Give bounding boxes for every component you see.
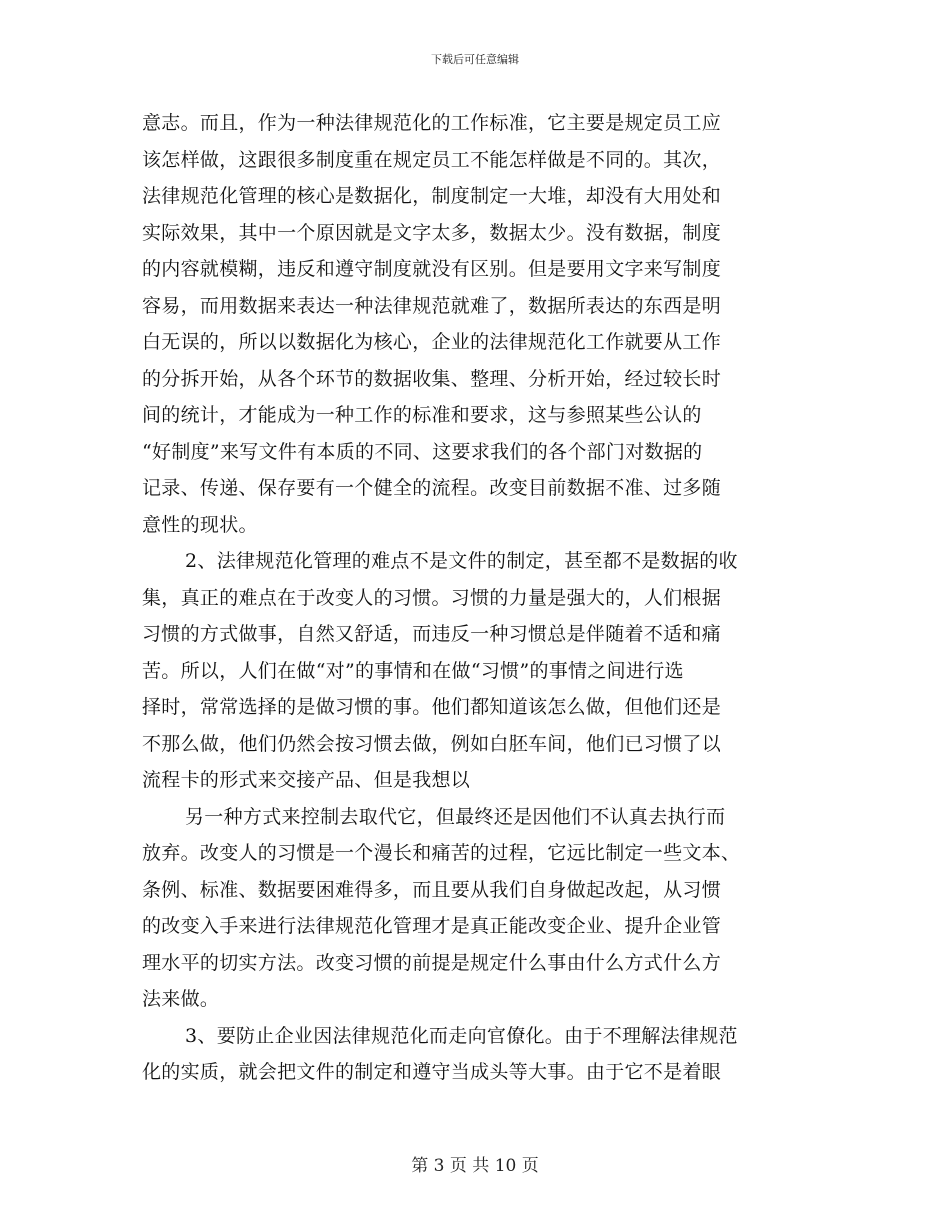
page-footer: 第 3 页 共 10 页 xyxy=(411,1156,539,1176)
text-line: 的分拆开始，从各个环节的数据收集、整理、分析开始，经过较长时 xyxy=(142,367,722,390)
page-header: 下载后可任意编辑 xyxy=(431,53,519,66)
text-line: 流程卡的形式来交接产品、但是我想以 xyxy=(142,769,471,791)
text-line: 的改变入手来进行法律规范化管理才是真正能改变企业、提升企业管 xyxy=(142,915,722,937)
text-line: 放弃。改变人的习惯是一个漫长和痛苦的过程，它远比制定一些文本、 xyxy=(142,842,741,864)
text-line: 条例、标准、数据要困难得多，而且要从我们自身做起改起，从习惯 xyxy=(142,878,722,901)
text-line: 间的统计，才能成为一种工作的标准和要求，这与参照某些公认的 xyxy=(142,404,702,426)
text-line: 苦。所以，人们在做“对”的事情和在做“习惯”的事情之间进行选 xyxy=(142,659,684,682)
paragraph-start-line: 3、要防止企业因法律规范化而走向官僚化。由于不理解法律规范 xyxy=(185,1024,738,1047)
text-line: 的内容就模糊，违反和遵守制度就没有区别。但是要用文字来写制度 xyxy=(142,258,722,280)
text-line: 不那么做，他们仍然会按习惯去做，例如白胚车间，他们已习惯了以 xyxy=(142,732,722,755)
text-line: 记录、传递、保存要有一个健全的流程。改变目前数据不准、过多随 xyxy=(142,477,722,499)
text-line: 法来做。 xyxy=(142,988,220,1010)
document-body xyxy=(142,105,802,1091)
text-line: 白无误的，所以以数据化为核心，企业的法律规范化工作就要从工作 xyxy=(142,331,722,353)
paragraph-start-line: 2、法律规范化管理的难点不是文件的制定，甚至都不是数据的收 xyxy=(185,550,738,572)
text-line: 化的实质，就会把文件的制定和遵守当成头等大事。由于它不是着眼 xyxy=(142,1061,722,1083)
text-line: 该怎样做，这跟很多制度重在规定员工不能怎样做是不同的。其次， xyxy=(142,148,722,171)
text-line: 择时，常常选择的是做习惯的事。他们都知道该怎么做，但他们还是 xyxy=(142,696,722,718)
text-line: 理水平的切实方法。改变习惯的前提是规定什么事由什么方式什么方 xyxy=(142,951,722,974)
paragraph-start-line: 另一种方式来控制去取代它，但最终还是因他们不认真去执行而 xyxy=(185,805,726,828)
text-line: 容易，而用数据来表达一种法律规范就难了，数据所表达的东西是明 xyxy=(142,294,722,317)
text-line: 习惯的方式做事，自然又舒适，而违反一种习惯总是伴随着不适和痛 xyxy=(142,623,722,645)
text-line: “好制度”来写文件有本质的不同、这要求我们的各个部门对数据的 xyxy=(142,440,703,463)
text-line: 法律规范化管理的核心是数据化，制度制定一大堆，却没有大用处和 xyxy=(142,185,722,207)
text-line: 意性的现状。 xyxy=(142,513,258,536)
text-line: 集，真正的难点在于改变人的习惯。习惯的力量是强大的，人们根据 xyxy=(142,586,722,609)
text-line: 意志。而且，作为一种法律规范化的工作标准，它主要是规定员工应 xyxy=(142,112,722,134)
text-line: 实际效果，其中一个原因就是文字太多，数据太少。没有数据，制度 xyxy=(142,221,722,244)
